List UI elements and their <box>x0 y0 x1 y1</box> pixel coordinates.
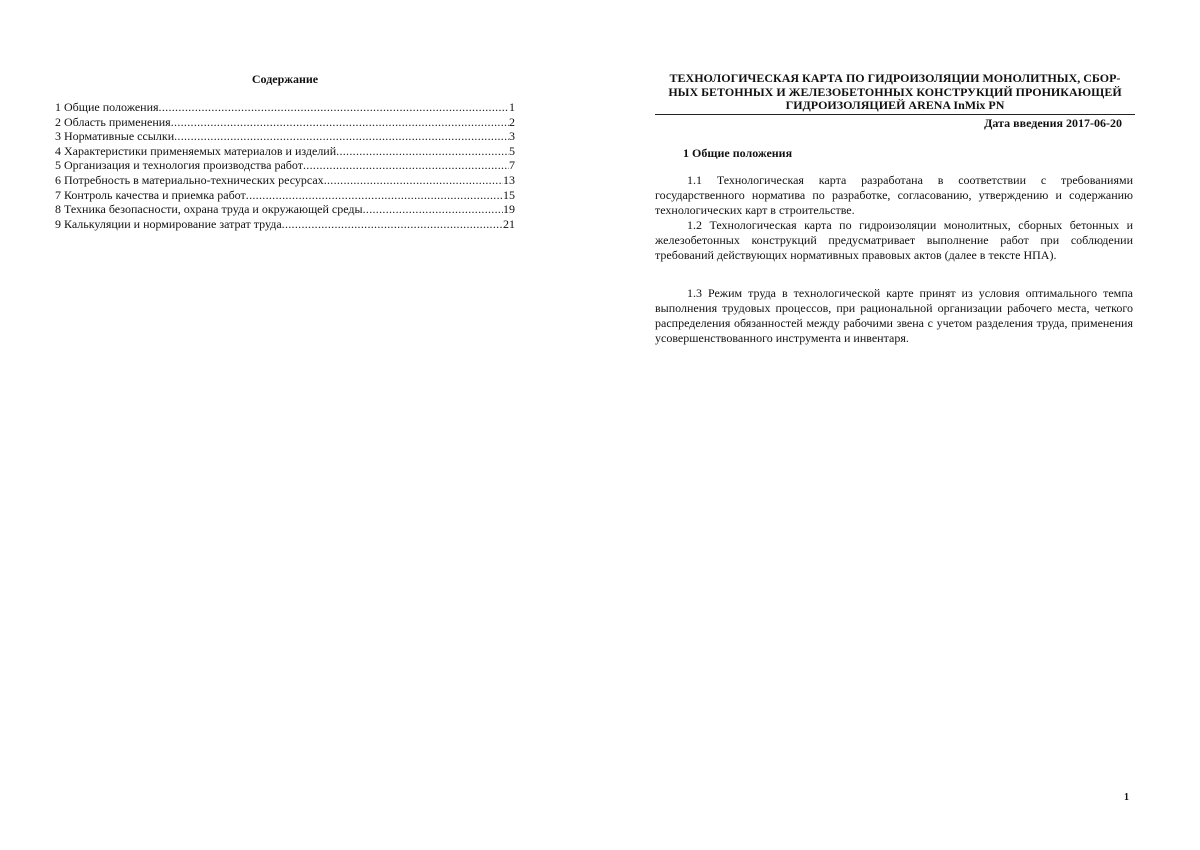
toc-item-3[interactable] <box>55 129 515 144</box>
toc-item-label: 7 Контроль качества и приемка работ <box>55 187 246 202</box>
paragraph-1-3: 1.3 Режим труда в технологической карте принят из условия оптимального темпа выполнения трудовых процессов, при рациональной организации рабочего места, четкого распределения обязанностей между рабочими звена с учетом разделения труда, применения усовершенствованного инструмента и инвентаря. <box>655 286 1133 345</box>
toc-item-9[interactable] <box>55 217 515 232</box>
toc-leader-dots <box>159 100 509 115</box>
toc-title: Содержание <box>251 72 319 86</box>
toc-item-page: 19 <box>503 202 515 217</box>
toc-item-label: 6 Потребность в материально-технических ресурсах <box>55 172 324 187</box>
toc-item-1[interactable] <box>55 100 515 115</box>
toc-item-label: 5 Организация и технология производства работ <box>55 158 303 173</box>
toc-item-label: 9 Калькуляции и нормирование затрат труда <box>55 216 282 231</box>
toc-leader-dots <box>336 144 509 159</box>
toc-item-label: 4 Характеристики применяемых материалов и изделий <box>55 143 337 158</box>
toc-item-page: 13 <box>503 172 515 187</box>
page-number: 1 <box>1124 792 1129 803</box>
document-title-line-3: ГИДРОИЗОЛЯЦИЕЙ ARENA InMix PN <box>785 98 1005 113</box>
toc-item-6[interactable] <box>55 173 515 188</box>
section-heading: 1 Общие положения <box>683 146 793 160</box>
toc-list <box>55 100 515 231</box>
toc-item-4[interactable] <box>55 144 515 159</box>
toc-item-page: 1 <box>509 100 515 114</box>
toc-item-label: 8 Техника безопасности, охрана труда и окружающей среды <box>55 202 363 217</box>
toc-item-page: 15 <box>503 187 515 202</box>
toc-leader-dots <box>324 173 503 188</box>
document-title-line-1: ТЕХНОЛОГИЧЕСКАЯ КАРТА ПО ГИДРОИЗОЛЯЦИИ МОНОЛИТНЫХ, СБОР- <box>669 71 1121 85</box>
toc-item-label: 3 Нормативные ссылки <box>55 129 175 144</box>
intro-date: Дата введения 2017-06-20 <box>984 116 1122 130</box>
document-title <box>655 72 1135 113</box>
toc-item-page: 7 <box>509 158 515 173</box>
toc-item-8[interactable] <box>55 202 515 217</box>
title-divider <box>655 114 1135 115</box>
toc-item-2[interactable] <box>55 115 515 130</box>
toc-item-page: 21 <box>503 216 515 231</box>
toc-item-7[interactable] <box>55 188 515 203</box>
toc-leader-dots <box>174 129 509 144</box>
toc-item-page: 3 <box>509 129 515 144</box>
toc-leader-dots <box>246 188 503 203</box>
toc-leader-dots <box>363 202 503 217</box>
toc-item-page: 5 <box>509 143 515 158</box>
toc-item-label: 1 Общие положения <box>55 100 159 114</box>
paragraph-1-1: 1.1 Технологическая карта разработана в соответствии с требованиями государственного норматива по разработке, согласованию, утверждению и содержанию технологических карт в строительстве. <box>655 173 1133 217</box>
toc-leader-dots <box>171 115 509 130</box>
toc-leader-dots <box>303 158 509 173</box>
toc-item-label: 2 Область применения <box>55 114 171 129</box>
toc-item-page: 2 <box>509 114 515 129</box>
document-title-line-2: НЫХ БЕТОННЫХ И ЖЕЛЕЗОБЕТОННЫХ КОНСТРУКЦИЙ ПРОНИКАЮЩЕЙ <box>668 84 1122 99</box>
paragraph-1-2: 1.2 Технологическая карта по гидроизоляции монолитных, сборных бетонных и железобетонных конструкций предусматривает выполнение работ при соблюдении требований действующих нормативных правовых актов (далее в тексте НПА). <box>655 218 1133 262</box>
toc-leader-dots <box>282 217 503 232</box>
toc-item-5[interactable] <box>55 158 515 173</box>
